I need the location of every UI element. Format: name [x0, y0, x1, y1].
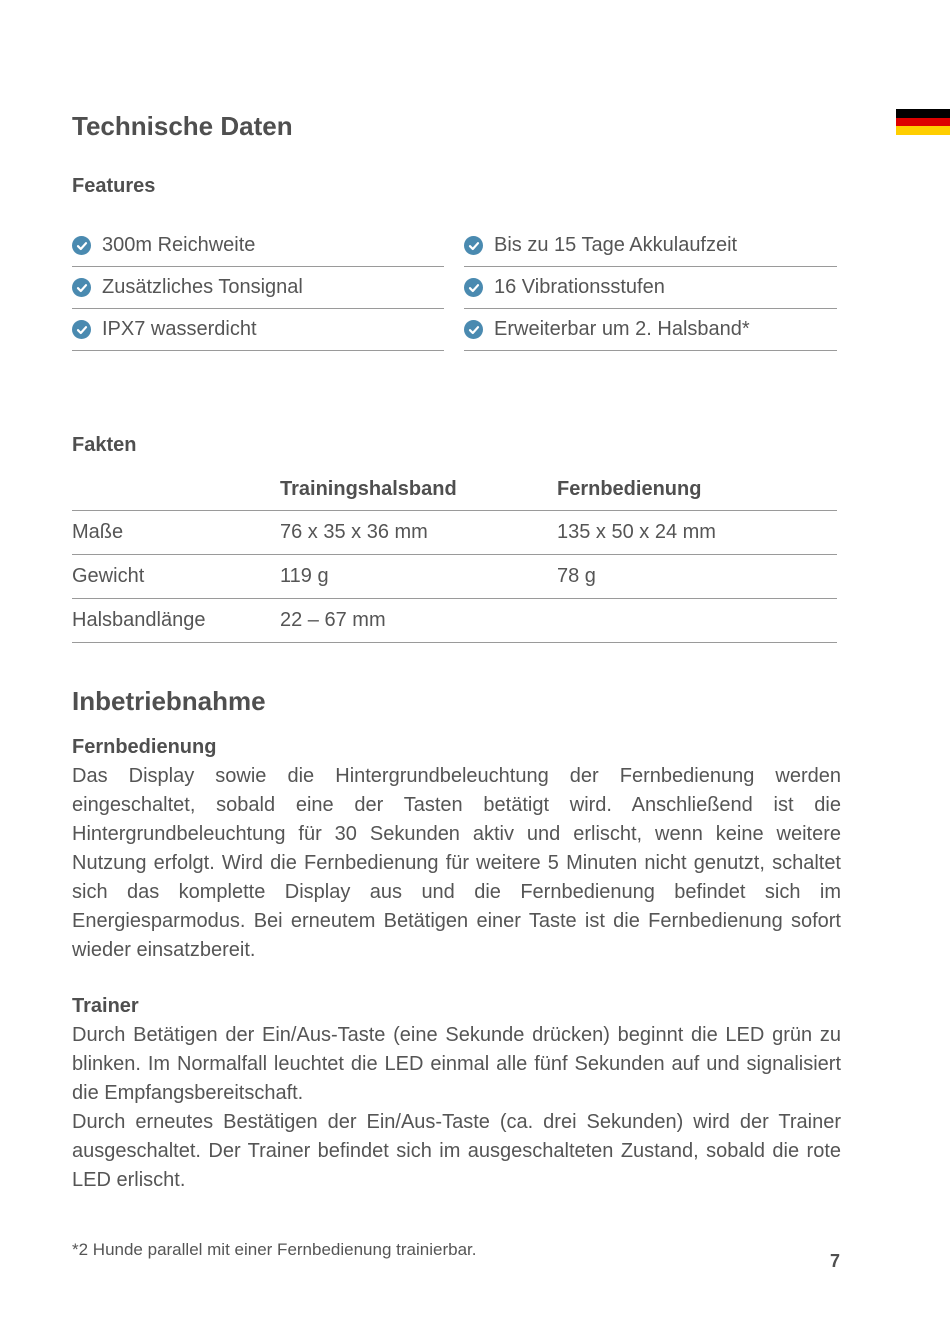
table-row: [72, 599, 837, 643]
features-row: [72, 225, 837, 267]
flag-stripe-gold: [896, 126, 950, 135]
table-cell: 135 x 50 x 24 mm: [557, 511, 837, 555]
table-cell: Maße: [72, 511, 280, 555]
facts-table: [72, 468, 837, 643]
table-cell: Gewicht: [72, 555, 280, 599]
feature-label: 16 Vibrationsstufen: [494, 276, 665, 298]
remote-section: [72, 733, 841, 965]
trainer-section: [72, 992, 841, 1195]
feature-item: [464, 267, 837, 309]
german-flag-icon: [896, 109, 950, 135]
feature-item: [72, 309, 444, 351]
footnote: *2 Hunde parallel mit einer Fernbedienung trainierbar.: [72, 1240, 477, 1259]
feature-label: Zusätzliches Tonsignal: [102, 276, 303, 298]
features-row: [72, 267, 837, 309]
table-header-row: [72, 468, 837, 511]
table-cell: [557, 599, 837, 643]
check-icon: [72, 320, 91, 339]
flag-stripe-black: [896, 109, 950, 118]
table-cell: 119 g: [280, 555, 557, 599]
remote-heading: Fernbedienung: [72, 736, 217, 758]
page-title: Technische Daten: [72, 111, 293, 141]
check-icon: [464, 320, 483, 339]
feature-label: 300m Reichweite: [102, 234, 256, 256]
table-cell: 78 g: [557, 555, 837, 599]
feature-item: [72, 267, 444, 309]
check-icon: [72, 236, 91, 255]
feature-label: Bis zu 15 Tage Akkulaufzeit: [494, 234, 738, 256]
table-header-cell: Trainingshalsband: [280, 468, 557, 511]
check-icon: [464, 236, 483, 255]
features-heading: Features: [72, 175, 156, 197]
table-row: [72, 511, 837, 555]
remote-paragraph: Das Display sowie die Hintergrundbeleuchtung der Fernbedienung werden eingeschaltet, sobald eine der Tasten betätigt wird. Anschließend ist die Hintergrundbeleuchtung für 30 Sekunden aktiv und erlischt, wenn keine weitere Nutzung erfolgt. Wird die Fernbedienung für weitere 5 Minuten nicht genutzt, schaltet sich das komplette Display aus und die Fernbedienung befindet sich im Energiesparmodus. Bei erneutem Betätigen einer Taste ist die Fernbedienung sofort wieder einsatzbereit.: [72, 765, 841, 961]
feature-label: Erweiterbar um 2. Halsband*: [494, 318, 750, 340]
flag-stripe-red: [896, 118, 950, 127]
table-cell: Halsbandlänge: [72, 599, 280, 643]
trainer-heading: Trainer: [72, 995, 139, 1017]
check-icon: [72, 278, 91, 297]
check-icon: [464, 278, 483, 297]
feature-item: [464, 309, 837, 351]
table-cell: 22 – 67 mm: [280, 599, 557, 643]
features-list: [72, 225, 837, 351]
page-number: 7: [830, 1251, 841, 1271]
table-cell: 76 x 35 x 36 mm: [280, 511, 557, 555]
setup-heading: Inbetriebnahme: [72, 686, 266, 716]
trainer-paragraph-2: Durch erneutes Bestätigen der Ein/Aus-Taste (ca. drei Sekunden) wird der Trainer ausgeschaltet. Der Trainer befindet sich im ausgeschalteten Zustand, sobald die rote LED erlischt.: [72, 1111, 841, 1191]
table-header-cell: Fernbedienung: [557, 468, 837, 511]
features-row: [72, 309, 837, 351]
facts-heading: Fakten: [72, 434, 137, 456]
feature-item: [72, 225, 444, 267]
feature-label: IPX7 wasserdicht: [102, 318, 257, 340]
table-header-cell: [72, 468, 280, 511]
trainer-paragraph-1: Durch Betätigen der Ein/Aus-Taste (eine Sekunde drücken) beginnt die LED grün zu blinken. Im Normalfall leuchtet die LED einmal alle fünf Sekunden auf und signalisiert die Empfangsbereitschaft.: [72, 1024, 841, 1104]
feature-item: [464, 225, 837, 267]
table-row: [72, 555, 837, 599]
